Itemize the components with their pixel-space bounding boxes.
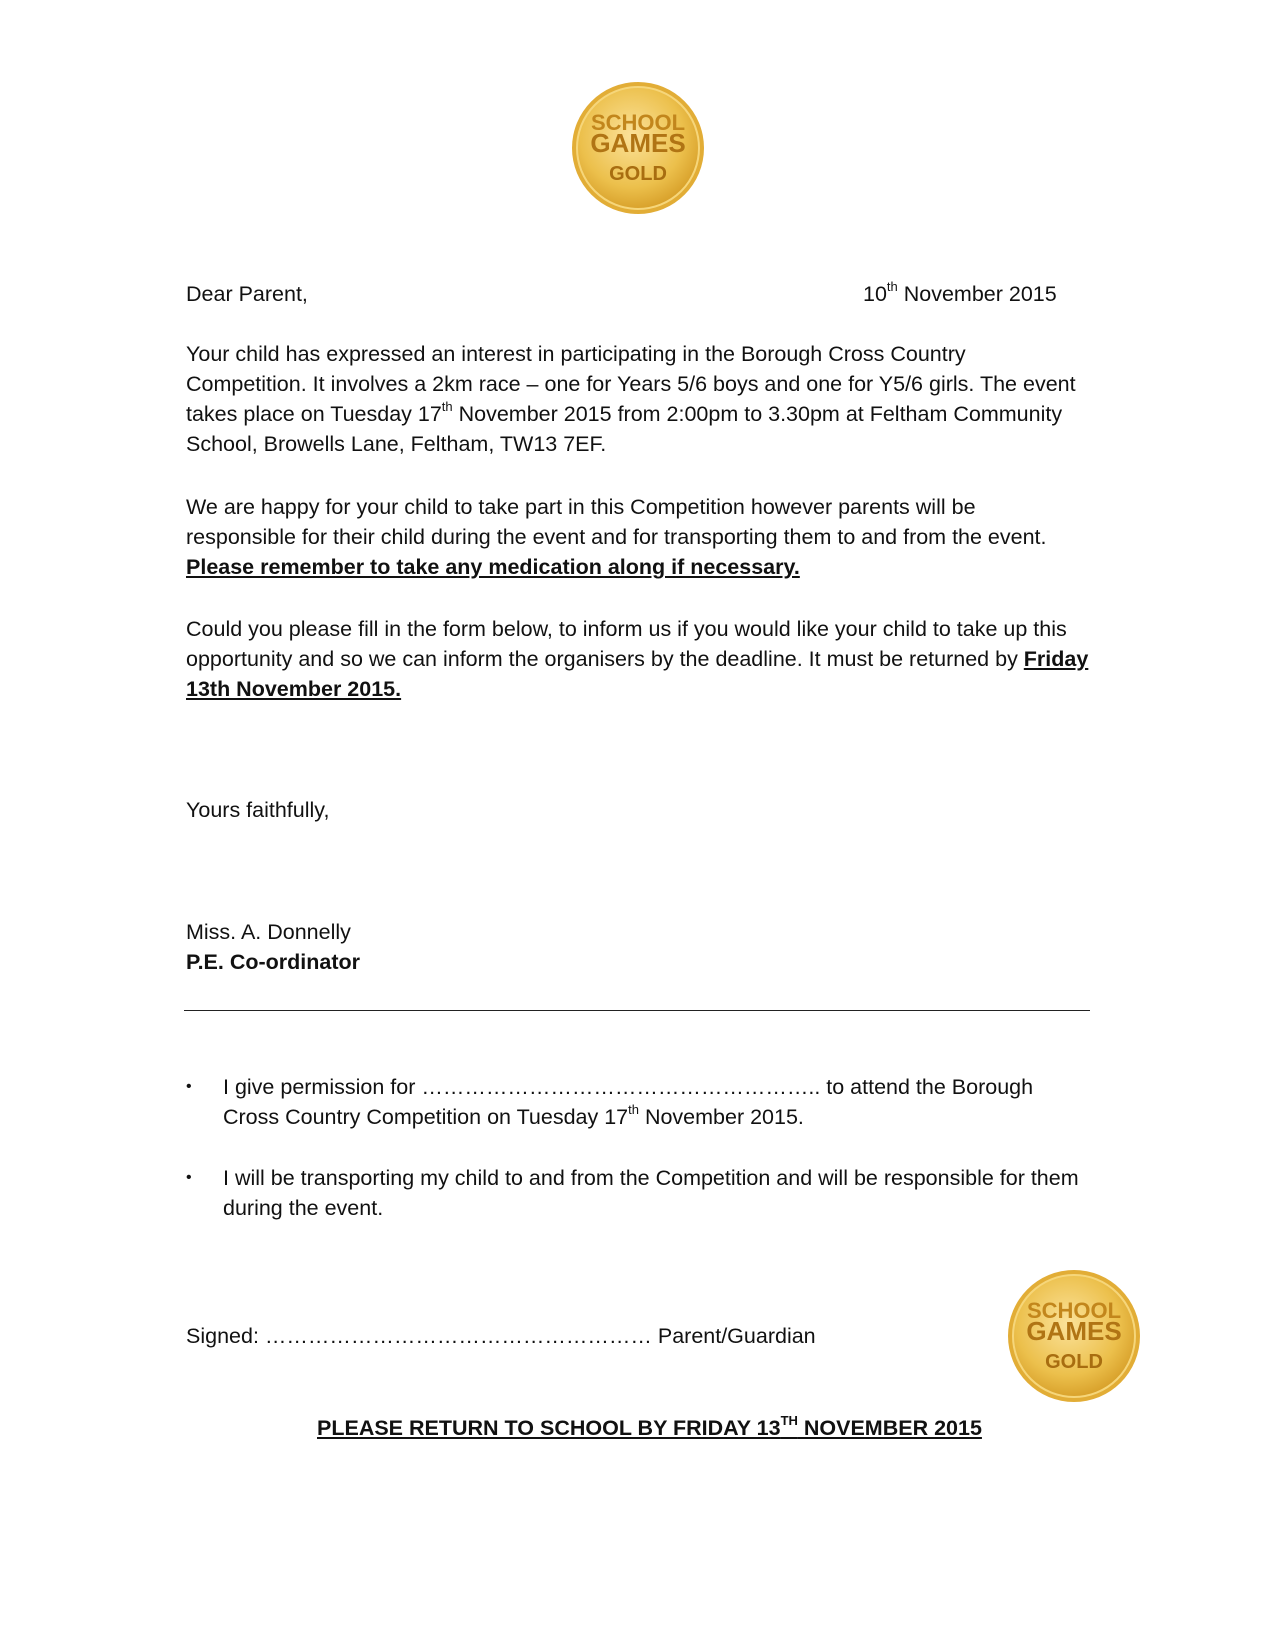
return-text-b: NOVEMBER 2015 [797,1416,982,1440]
signer-name: Miss. A. Donnelly [186,920,351,944]
deadline-date: Friday 13th November 2015. [186,647,1089,701]
greeting: Dear Parent, [186,282,308,306]
tear-off-divider [184,1010,1090,1011]
p1-text-a: Your child has expressed an interest in participating in the Borough Cross Country Competition. It involves a 2km race – one for Years 5/6 boys and one for Y5/6 girls. The event takes place on Tuesday 17 [186,342,1076,426]
signature-line: Signed: ……………………………………………… Parent/Guardian [186,1324,816,1348]
logo-line2: GAMES [590,128,686,158]
list-item-transport [186,1163,1091,1223]
school-games-gold-logo [570,80,706,216]
school-games-gold-logo-bottom [1006,1268,1142,1404]
permission-text-a: I give permission for ……………………………………………….. to attend the Borough Cross Country Competition on Tuesday 17 [223,1075,1034,1129]
school-games-gold-badge-icon [1006,1268,1142,1404]
school-games-gold-badge-icon [570,80,706,216]
paragraph-event-details [186,339,1091,459]
bullet-icon: • [186,1078,192,1095]
p2-text: We are happy for your child to take part in this Competition however parents will be responsible for their child during the event and for transporting them to and from the event. [186,495,1047,549]
p3-text: Could you please fill in the form below, to inform us if you would like your child to take up this opportunity and so we can inform the organisers by the deadline. It must be returned by [186,617,1067,671]
logo-line3: GOLD [609,163,667,185]
permission-list [186,1072,1091,1254]
logo-line2: GAMES [1026,1316,1122,1346]
logo-line1: SCHOOL [590,110,686,135]
p1-sup: th [441,398,453,414]
list-item-permission [186,1072,1091,1132]
p1-text-b: November 2015 from 2:00pm to 3.30pm at Feltham Community School, Browells Lane, Feltham, TW13 7EF. [186,402,1063,456]
medication-reminder: Please remember to take any medication along if necessary. [186,555,800,579]
letter-date [863,279,1057,309]
bullet-icon: • [186,1169,192,1186]
date-rest: November 2015 [897,282,1057,306]
permission-text-b: November 2015. [638,1105,804,1129]
paragraph-deadline [186,614,1091,704]
signer-role: P.E. Co-ordinator [186,950,361,974]
logo-line3: GOLD [1045,1351,1103,1373]
date-suffix: th [886,278,898,294]
paragraph-responsibility [186,492,1091,582]
closing-salutation: Yours faithfully, [186,798,330,822]
return-sup: TH [780,1412,798,1428]
transport-text: I will be transporting my child to and from the Competition and will be responsible for them during the event. [223,1166,1079,1220]
return-deadline-notice [317,1413,982,1443]
logo-line1: SCHOOL [1026,1298,1122,1323]
permission-sup: th [628,1101,639,1117]
date-day: 10 [863,282,887,306]
return-text-a: PLEASE RETURN TO SCHOOL BY FRIDAY 13 [317,1416,781,1440]
